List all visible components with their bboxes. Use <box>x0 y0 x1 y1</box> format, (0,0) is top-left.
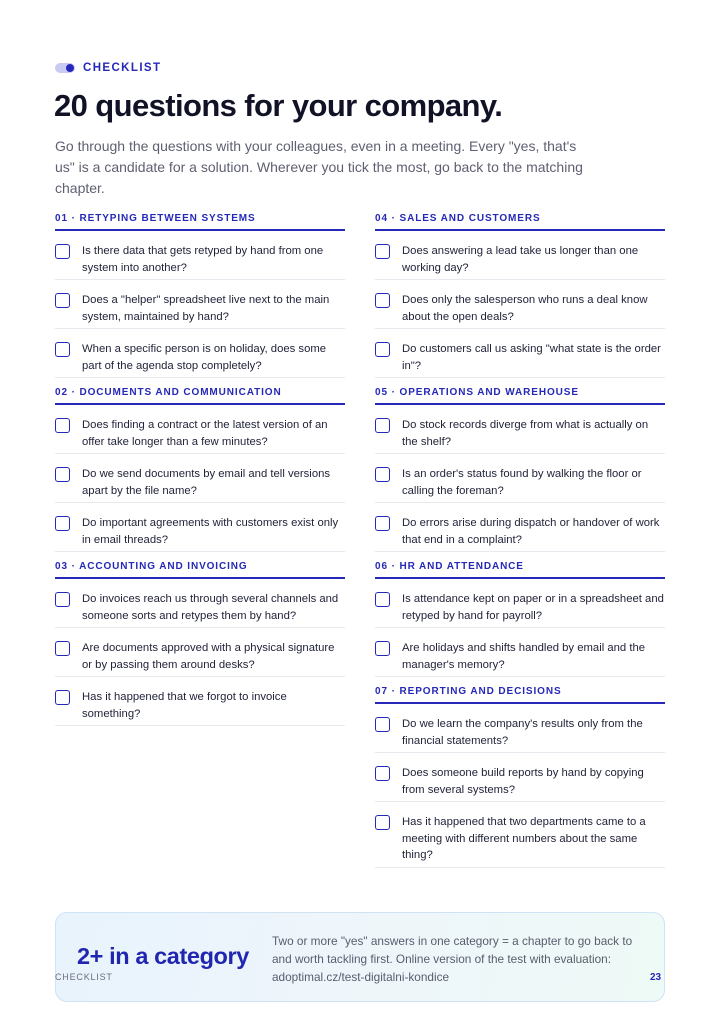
question-item <box>55 677 345 726</box>
question-text: Does a "helper" spreadsheet live next to the main system, maintained by hand? <box>82 294 330 323</box>
footer-label: CHECKLIST <box>55 972 113 982</box>
question-text: Do we learn the company's results only from the financial statements? <box>402 718 643 747</box>
question-item <box>375 704 665 753</box>
question-item <box>375 329 665 378</box>
question-text: Are documents approved with a physical signature or by passing them around desks? <box>82 642 335 671</box>
section-retyping <box>55 213 345 378</box>
section-title: 01 · RETYPING BETWEEN SYSTEMS <box>55 213 345 231</box>
question-list <box>375 704 665 868</box>
question-item <box>55 454 345 503</box>
question-item <box>55 329 345 378</box>
checkbox[interactable] <box>375 717 390 732</box>
question-item <box>375 503 665 552</box>
question-list <box>375 405 665 552</box>
question-text: Do invoices reach us through several channels and someone sorts and retypes them by hand? <box>82 593 339 622</box>
question-item <box>375 280 665 329</box>
right-column <box>375 213 665 877</box>
eyebrow-label: CHECKLIST <box>83 62 162 74</box>
question-item <box>375 405 665 454</box>
checkbox[interactable] <box>375 516 390 531</box>
question-list <box>55 231 345 378</box>
page-title: 20 questions for your company. <box>54 88 503 123</box>
question-text: Do stock records diverge from what is actually on the shelf? <box>402 419 649 448</box>
question-item <box>55 579 345 628</box>
question-text: Does someone build reports by hand by copying from several systems? <box>402 767 644 796</box>
checklist-eyebrow <box>55 62 161 74</box>
question-item <box>375 802 665 868</box>
question-text: Do we send documents by email and tell versions apart by the file name? <box>82 468 331 497</box>
question-text: Are holidays and shifts handled by email and the manager's memory? <box>402 642 646 671</box>
section-title: 05 · OPERATIONS AND WAREHOUSE <box>375 387 665 405</box>
question-item <box>375 579 665 628</box>
checkbox[interactable] <box>55 244 70 259</box>
checkbox[interactable] <box>55 418 70 433</box>
callout-text: Two or more "yes" answers in one category = a chapter to go back to and worth tackling first. Online version of the test with evaluation: adoptimal.cz/test-digitalni-kondice <box>272 934 633 984</box>
checkbox[interactable] <box>55 342 70 357</box>
question-item <box>55 231 345 280</box>
checkbox[interactable] <box>55 516 70 531</box>
checkbox[interactable] <box>375 342 390 357</box>
checkbox[interactable] <box>55 467 70 482</box>
question-text: Is there data that gets retyped by hand from one system into another? <box>82 245 324 274</box>
question-item <box>55 503 345 552</box>
checkbox[interactable] <box>375 815 390 830</box>
question-text: Do customers call us asking "what state is the order in"? <box>402 343 661 372</box>
checkbox[interactable] <box>375 592 390 607</box>
checkbox[interactable] <box>375 467 390 482</box>
toggle-icon <box>55 63 75 73</box>
section-hr <box>375 561 665 677</box>
question-item <box>55 280 345 329</box>
checkbox[interactable] <box>375 766 390 781</box>
section-title: 07 · REPORTING AND DECISIONS <box>375 686 665 704</box>
checkbox[interactable] <box>375 418 390 433</box>
question-text: Does finding a contract or the latest version of an offer take longer than a few minutes? <box>82 419 328 448</box>
section-sales <box>375 213 665 378</box>
intro-paragraph: Go through the questions with your colleagues, even in a meeting. Every "yes, that's us" is a candidate for a solution. Wherever you tick the most, go back to the matching chapter. <box>55 138 583 196</box>
question-list <box>55 405 345 552</box>
section-operations <box>375 387 665 552</box>
question-text: Has it happened that we forgot to invoice something? <box>82 691 287 720</box>
section-documents <box>55 387 345 552</box>
question-item <box>375 753 665 802</box>
checkbox[interactable] <box>55 592 70 607</box>
question-item <box>55 405 345 454</box>
checkbox[interactable] <box>55 690 70 705</box>
section-accounting <box>55 561 345 726</box>
question-text: Do errors arise during dispatch or handover of work that end in a complaint? <box>402 517 660 546</box>
checkbox[interactable] <box>55 293 70 308</box>
question-item <box>55 628 345 677</box>
question-list <box>375 579 665 677</box>
callout-headline: 2+ in a category <box>77 943 249 969</box>
question-text: Does answering a lead take us longer than one working day? <box>402 245 639 274</box>
checkbox[interactable] <box>375 293 390 308</box>
checkbox[interactable] <box>375 244 390 259</box>
question-text: Do important agreements with customers exist only in email threads? <box>82 517 339 546</box>
checkbox[interactable] <box>375 641 390 656</box>
question-list <box>375 231 665 378</box>
question-list <box>55 579 345 726</box>
question-item <box>375 628 665 677</box>
section-title: 06 · HR AND ATTENDANCE <box>375 561 665 579</box>
section-reporting <box>375 686 665 868</box>
checkbox[interactable] <box>55 641 70 656</box>
section-title: 02 · DOCUMENTS AND COMMUNICATION <box>55 387 345 405</box>
question-text: Is an order's status found by walking the floor or calling the foreman? <box>402 468 642 497</box>
page-number: 23 <box>650 972 662 983</box>
callout-box <box>55 912 665 1002</box>
question-text: Does only the salesperson who runs a deal know about the open deals? <box>402 294 648 323</box>
left-column <box>55 213 345 735</box>
section-title: 04 · SALES AND CUSTOMERS <box>375 213 665 231</box>
question-text: Is attendance kept on paper or in a spreadsheet and retyped by hand for payroll? <box>402 593 664 622</box>
question-item <box>375 454 665 503</box>
question-text: When a specific person is on holiday, does some part of the agenda stop completely? <box>82 343 327 372</box>
question-item <box>375 231 665 280</box>
question-text: Has it happened that two departments came to a meeting with different numbers about the same thing? <box>402 816 646 861</box>
section-title: 03 · ACCOUNTING AND INVOICING <box>55 561 345 579</box>
